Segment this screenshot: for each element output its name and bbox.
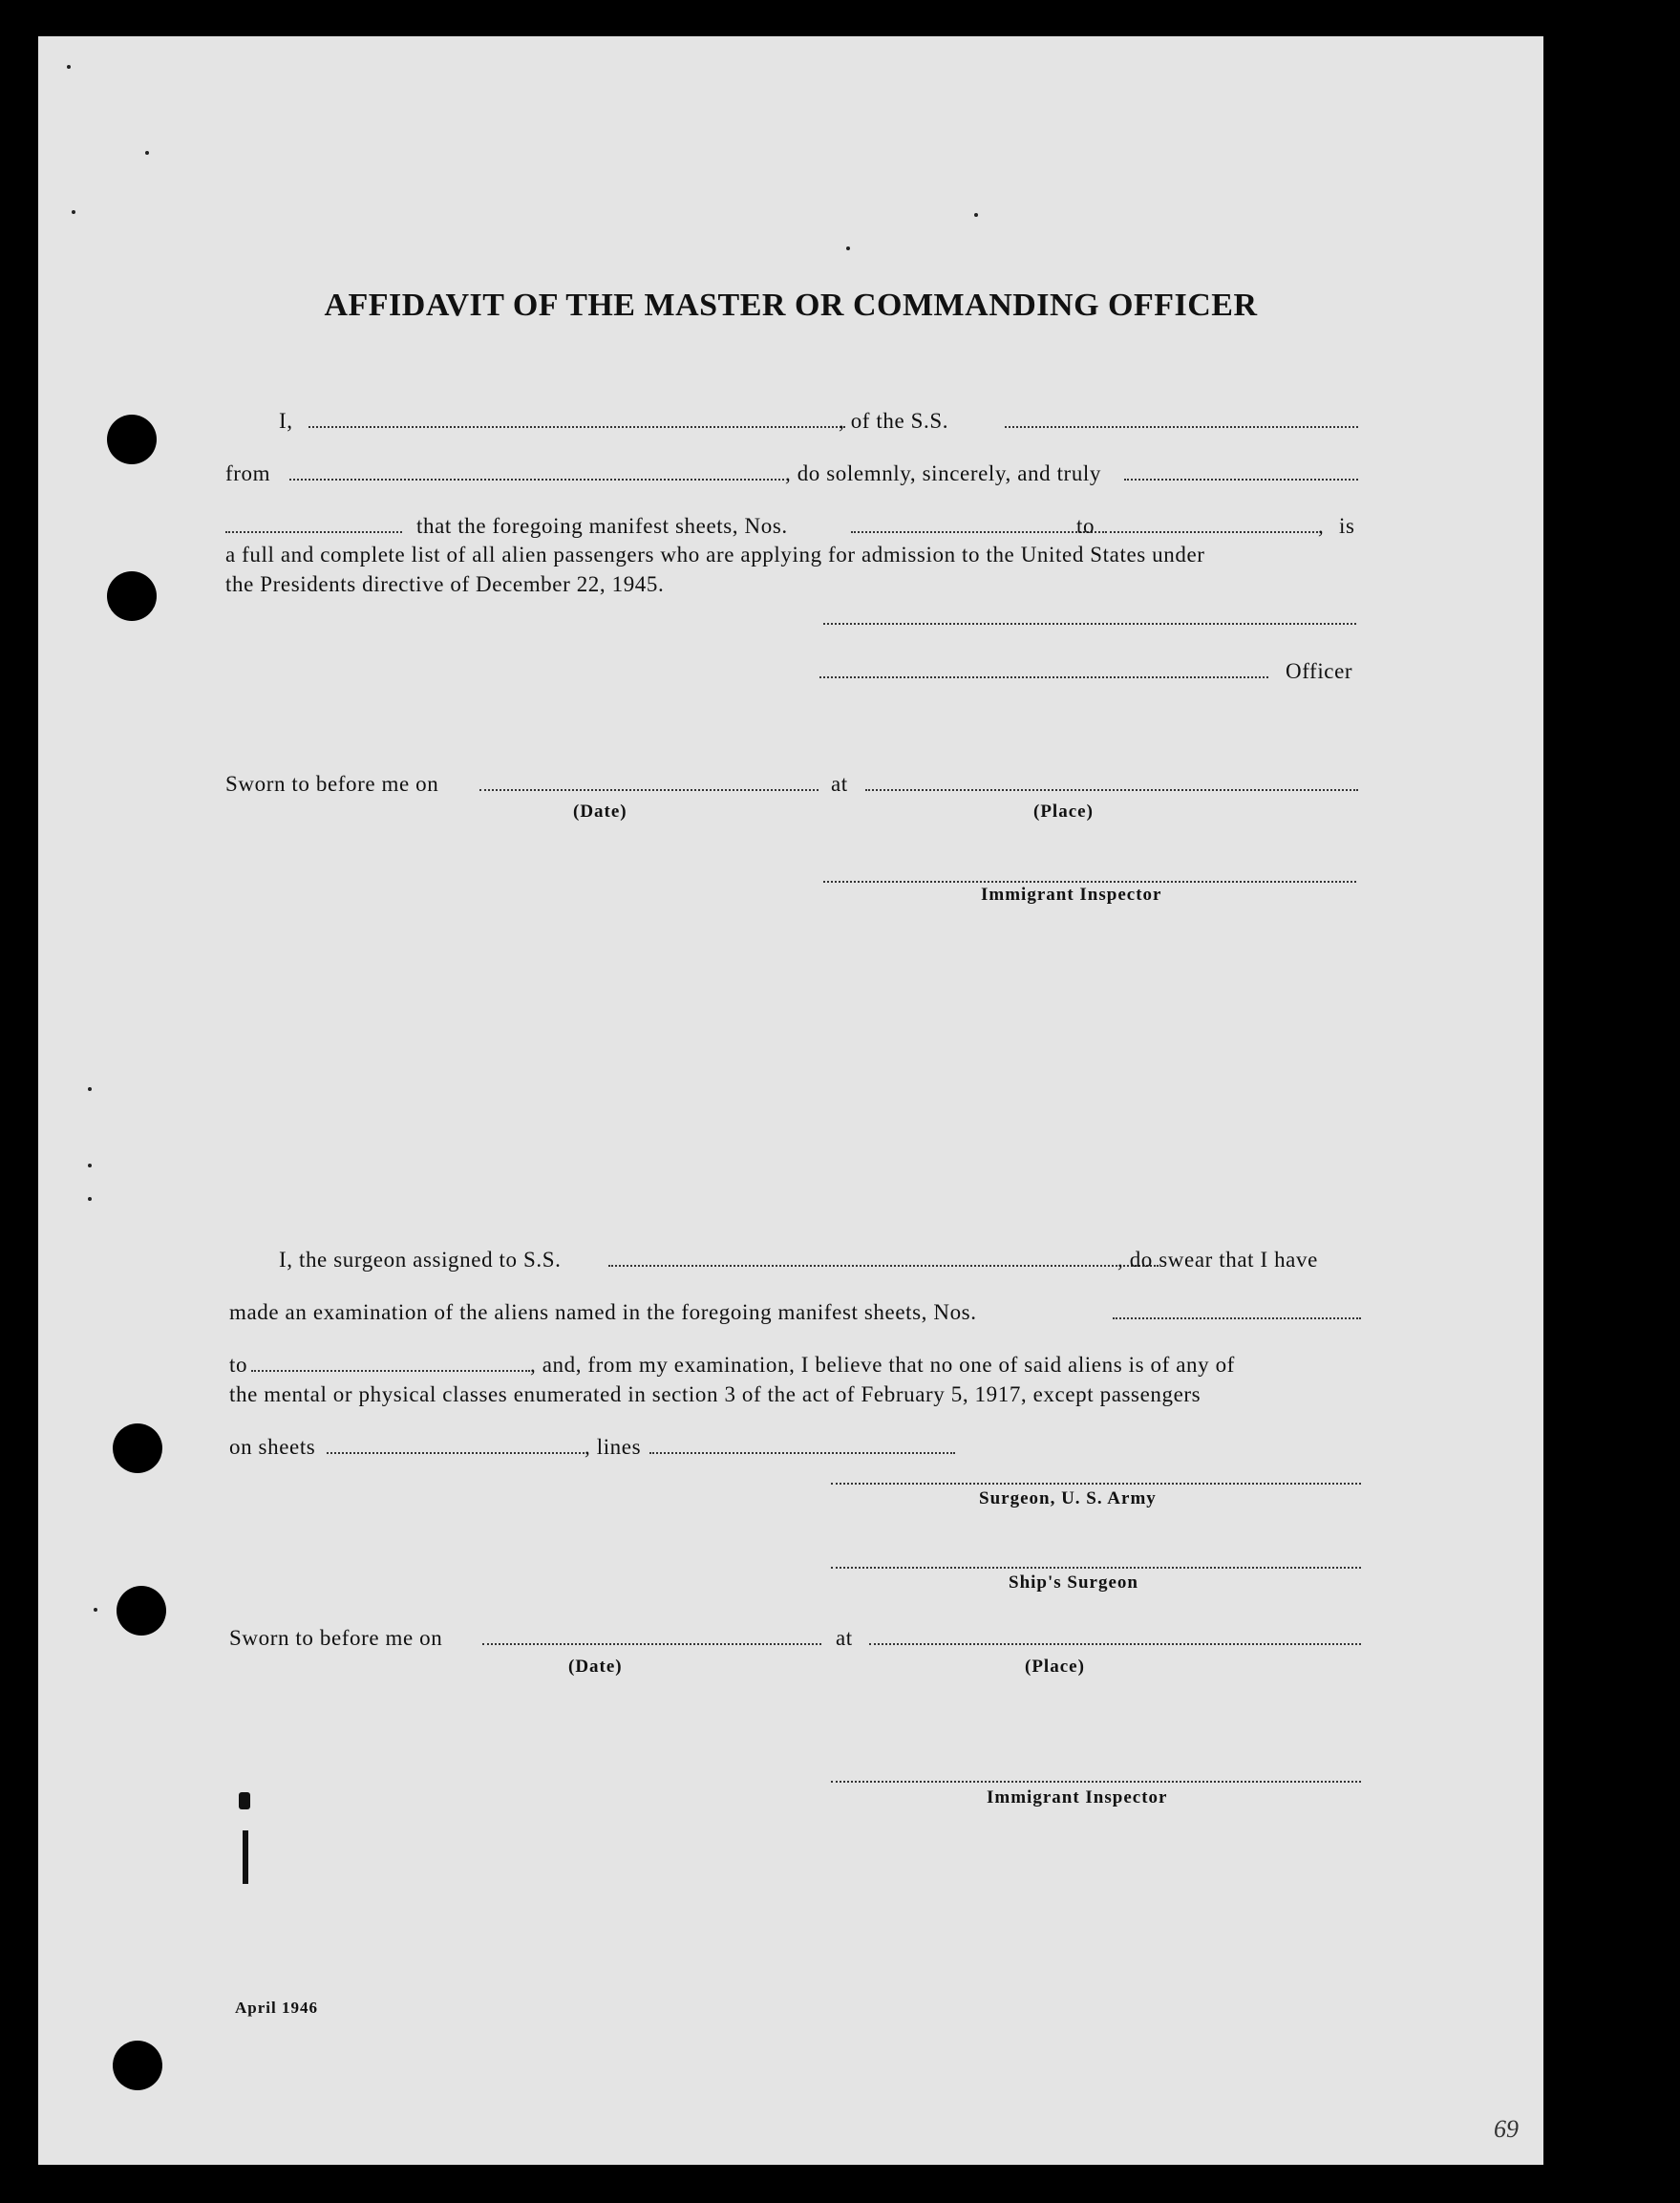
surgeon-line-3: , and, from my examination, I believe that no one of said aliens is of any of	[530, 1353, 1235, 1377]
footer-date: April 1946	[235, 1999, 318, 2017]
ink-stroke	[243, 1830, 248, 1884]
ship-name-field[interactable]	[1005, 426, 1358, 428]
surgeon-to-text: to	[229, 1353, 248, 1377]
speck	[88, 1087, 92, 1091]
form-title: AFFIDAVIT OF THE MASTER OR COMMANDING OFFICER	[324, 288, 1258, 323]
surgeon-sheet-to-field[interactable]	[251, 1370, 530, 1372]
ship-surgeon-label: Ship's Surgeon	[1009, 1572, 1138, 1593]
surgeon-sheets-text: on sheets	[229, 1435, 316, 1459]
surgeon-inspector-label: Immigrant Inspector	[987, 1787, 1168, 1807]
speck	[88, 1197, 92, 1201]
master-place-label: (Place)	[1033, 802, 1094, 822]
surgeon-lines-text: , lines	[585, 1435, 642, 1459]
surgeon-inspector-signature-line[interactable]	[831, 1781, 1361, 1783]
master-comma-text: ,	[1318, 514, 1325, 538]
master-i-text: I,	[279, 409, 293, 433]
surgeon-line-4: the mental or physical classes enumerated in section 3 of the act of February 5, 1917, except passengers	[229, 1382, 1202, 1406]
speck	[846, 246, 850, 250]
master-inspector-signature-line[interactable]	[823, 881, 1356, 883]
master-to-text: to	[1076, 514, 1095, 538]
master-at-text: at	[831, 772, 848, 796]
sheet-from-field[interactable]	[851, 531, 1104, 533]
master-date-label: (Date)	[573, 802, 627, 822]
page-number: 69	[1494, 2115, 1519, 2143]
officer-label: Officer	[1286, 659, 1353, 683]
master-inspector-label: Immigrant Inspector	[981, 885, 1162, 905]
surgeon-place-label: (Place)	[1025, 1657, 1085, 1677]
sheet-to-field[interactable]	[1105, 531, 1318, 533]
oath-field-b[interactable]	[225, 531, 402, 533]
master-sworn-date-field[interactable]	[479, 789, 819, 791]
master-of-ss-text: , of the S.S.	[839, 409, 949, 433]
speck	[94, 1608, 97, 1612]
master-is-text: is	[1339, 514, 1355, 538]
surgeon-line-1: I, the surgeon assigned to S.S.	[279, 1248, 562, 1272]
speck	[145, 151, 149, 155]
master-line-4: a full and complete list of all alien passengers who are applying for admission to the United States under	[225, 543, 1205, 567]
surgeon-date-label: (Date)	[568, 1657, 623, 1677]
master-foregoing-text: that the foregoing manifest sheets, Nos.	[416, 514, 788, 538]
army-surgeon-signature-line[interactable]	[831, 1483, 1361, 1485]
speck	[974, 213, 978, 217]
form-page	[38, 36, 1543, 2165]
oath-field-a[interactable]	[1124, 479, 1358, 481]
speck	[72, 210, 75, 214]
officer-signature-line[interactable]	[819, 676, 1268, 678]
punch-hole-1	[107, 415, 157, 464]
speck	[67, 65, 71, 69]
master-name-field[interactable]	[308, 426, 845, 428]
master-solemnly-text: , do solemnly, sincerely, and truly	[785, 461, 1102, 485]
punch-hole-3	[113, 1423, 162, 1473]
master-sworn-place-field[interactable]	[865, 789, 1358, 791]
surgeon-line-2: made an examination of the aliens named in the foregoing manifest sheets, Nos.	[229, 1300, 977, 1324]
surgeon-sheet-from-field[interactable]	[1113, 1317, 1361, 1319]
punch-hole-5	[113, 2041, 162, 2090]
surgeon-sheets-field[interactable]	[327, 1452, 585, 1454]
from-port-field[interactable]	[289, 479, 784, 481]
surgeon-sworn-place-field[interactable]	[869, 1643, 1361, 1645]
army-surgeon-label: Surgeon, U. S. Army	[979, 1488, 1157, 1508]
surgeon-sworn-text: Sworn to before me on	[229, 1626, 443, 1650]
surgeon-swear-text: , do swear that I have	[1117, 1248, 1318, 1272]
master-line-5: the Presidents directive of December 22, 1945.	[225, 572, 665, 596]
punch-hole-4	[117, 1586, 166, 1636]
surgeon-lines-field[interactable]	[649, 1452, 955, 1454]
surgeon-ship-field[interactable]	[608, 1265, 1159, 1267]
punch-hole-2	[107, 571, 157, 621]
speck	[88, 1164, 92, 1167]
surgeon-sworn-date-field[interactable]	[482, 1643, 821, 1645]
master-signature-line[interactable]	[823, 623, 1356, 625]
surgeon-at-text: at	[836, 1626, 853, 1650]
ink-mark	[239, 1792, 250, 1809]
ship-surgeon-signature-line[interactable]	[831, 1567, 1361, 1569]
master-from-text: from	[225, 461, 271, 485]
master-sworn-text: Sworn to before me on	[225, 772, 439, 796]
